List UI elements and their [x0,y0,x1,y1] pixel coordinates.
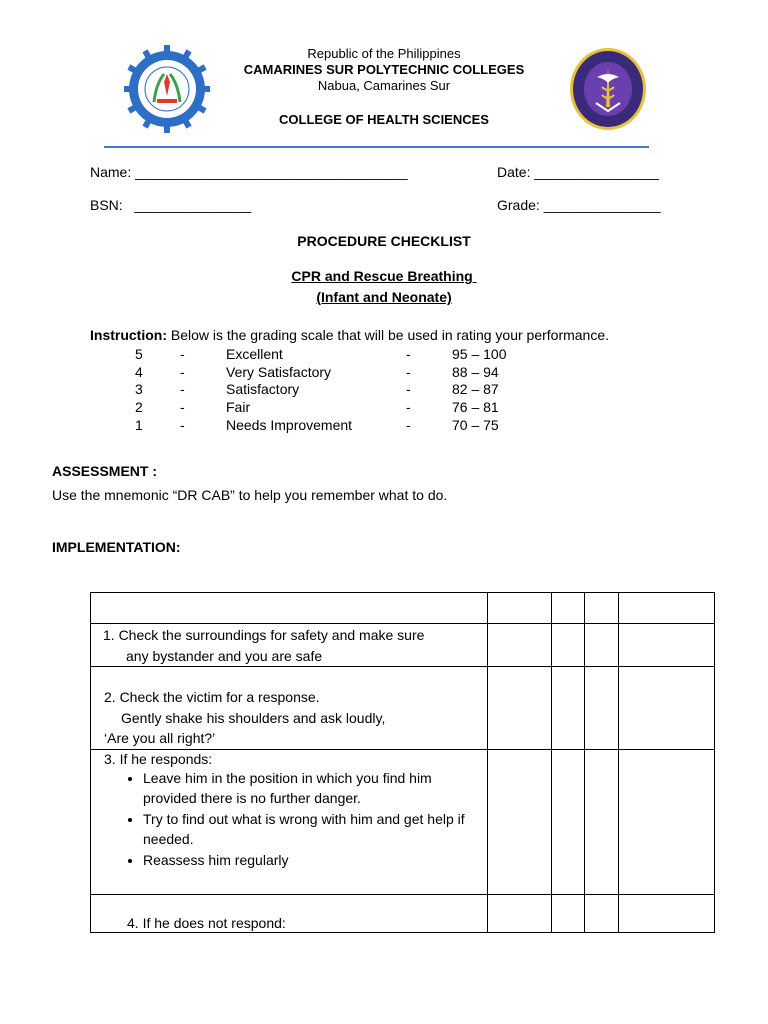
scale-row [0,364,768,382]
table-cell [619,593,715,624]
scale-description: Needs Improvement [226,417,353,433]
bsn-field-label: BSN: _______________ [90,197,252,213]
step-3-line-1: 3. If he responds: [104,750,213,767]
scale-range: 95 – 100 [452,346,507,362]
procedure-subtitle: (Infant and Neonate) [316,289,452,305]
page-title: PROCEDURE CHECKLIST [297,233,471,249]
table-cell [552,894,585,932]
scale-range: 70 – 75 [452,417,499,433]
scale-number: 2 [135,399,143,415]
header-location: Nabua, Camarines Sur [317,78,451,93]
bullet-item: • Try to find out what is wrong with him and get help if needed. [143,809,487,850]
scale-dash: - [406,399,411,415]
table-row [91,749,715,894]
table-cell [552,667,585,750]
instruction-text: Below is the grading scale that will be used in rating your performance. [167,327,610,343]
scale-number: 1 [135,417,143,433]
instruction-label: Instruction: [90,327,167,343]
table-cell [91,593,488,624]
date-field-label: Date: ________________ [497,164,659,180]
implementation-heading: IMPLEMENTATION: [52,539,181,555]
scale-description: Very Satisfactory [226,364,332,380]
scale-number: 4 [135,364,143,380]
scale-dash: - [180,417,185,433]
scale-dash: - [180,399,185,415]
table-cell [552,749,585,894]
table-cell [585,894,619,932]
assessment-text: Use the mnemonic “DR CAB” to help you remember what to do. [52,487,448,503]
table-row [91,624,715,667]
table-cell [552,593,585,624]
step-3-bullet-list [91,768,487,871]
table-cell [619,749,715,894]
scale-row [0,346,768,364]
table-cell [488,667,552,750]
scale-row [0,399,768,417]
table-cell [619,624,715,667]
table-cell [585,749,619,894]
scale-description: Satisfactory [226,381,300,397]
step-2-line-1: 2. Check the victim for a response. [104,689,320,705]
step-2-line-2: Gently shake his shoulders and ask loudly, [121,709,386,726]
step-cell [91,894,488,932]
table-header-row [91,593,715,624]
step-1-line-2: any bystander and you are safe [126,647,323,664]
bullet-item: • Leave him in the position in which you find him provided there is no further danger. [143,768,487,809]
scale-dash: - [180,364,185,380]
table-cell [488,894,552,932]
header-school-name: CAMARINES SUR POLYTECHNIC COLLEGES [243,62,525,77]
scale-dash: - [406,364,411,380]
assessment-heading: ASSESSMENT : [52,463,158,479]
table-cell [585,624,619,667]
scale-range: 88 – 94 [452,364,499,380]
scale-dash: - [180,381,185,397]
scale-number: 3 [135,381,143,397]
step-cell [91,667,488,750]
step-4-line-1: 4. If he does not respond: [127,914,286,931]
table-cell [585,593,619,624]
table-cell [552,624,585,667]
scale-range: 76 – 81 [452,399,499,415]
procedure-title: CPR and Rescue Breathing [291,268,477,284]
scale-range: 82 – 87 [452,381,499,397]
scale-dash: - [406,417,411,433]
table-cell [619,667,715,750]
header-divider [104,146,649,148]
table-cell [619,894,715,932]
scale-description: Fair [226,399,251,415]
table-row [91,667,715,750]
scale-dash: - [406,381,411,397]
header-republic: Republic of the Philippines [307,46,461,61]
checklist-table [90,592,715,933]
scale-dash: - [406,346,411,362]
table-cell [488,624,552,667]
table-cell [488,749,552,894]
name-field-label: Name: ___________________________________ [90,164,408,180]
scale-row [0,381,768,399]
scale-dash: - [180,346,185,362]
scale-description: Excellent [226,346,283,362]
step-cell [91,624,488,667]
step-cell [91,749,488,894]
grade-field-label: Grade: _______________ [497,197,661,213]
table-cell [488,593,552,624]
step-1-line-1: 1. Check the surroundings for safety and make sure [103,627,425,643]
step-2-line-3: ‘Are you all right?’ [104,730,216,746]
instruction-line [90,327,609,344]
scale-row [0,417,768,435]
scale-number: 5 [135,346,143,362]
bullet-item: • Reassess him regularly [143,850,487,871]
header-college: COLLEGE OF HEALTH SCIENCES [279,112,489,127]
table-cell [585,667,619,750]
table-row [91,894,715,932]
